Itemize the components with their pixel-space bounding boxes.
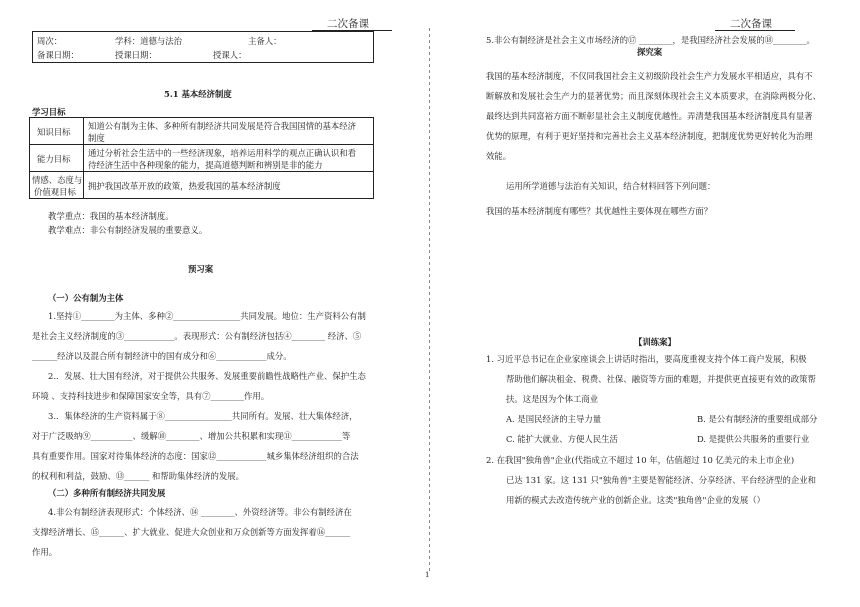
- question-5: 5.非公有制经济是社会主义市场经济的⑰ ________，是我国经济社会发展的⑱________。: [486, 35, 815, 45]
- q1-option-a: A. 是国民经济的主导力量: [506, 414, 602, 424]
- goal-label-cell: [30, 118, 84, 145]
- preview-line: 4.非公有制经济表现形式：个体经济、⑭ ________、外资经济等。非公有制经济在: [48, 507, 352, 517]
- q1-option-b: B. 是公有制经济的重要组成部分: [697, 414, 818, 424]
- second-prep-tag-right: 二次备课: [730, 18, 772, 30]
- explore-line: 优势的原理，有利于更好坚持和完善社会主义基本经济制度，把制度优势更好转化为治理: [486, 131, 813, 141]
- goal-content-cell: [84, 172, 374, 199]
- goal-content-cell: [84, 145, 374, 172]
- explore-line: 最终达到共同富裕方面不断彰显社会主义制度优越性。弄清楚我国基本经济制度具有显著: [486, 111, 813, 121]
- goal-label-attitude: 价值观目标: [34, 187, 76, 197]
- training-q1-line: 扶。这是因为个体工商业: [506, 394, 599, 404]
- q1-option-d: D. 是提供公共服务的重要行业: [697, 434, 810, 444]
- goal-label-knowledge: 知识目标: [37, 127, 71, 137]
- info-preparer: 主备人：: [248, 36, 282, 46]
- preview-line: 2.．发展、壮大国有经济，对于提供公共服务、发展重要前瞻性战略性产业、保护生态: [48, 371, 366, 381]
- preview-line: 是社会主义经济制度的③____________。表现形式：公有制经济包括④________ 经济、⑤: [32, 331, 362, 341]
- info-teach-date: 授课日期：: [115, 50, 157, 60]
- explore-instruction: 运用所学道德与法治有关知识，结合材料回答下列问题：: [506, 181, 716, 191]
- teaching-difficulty: 教学难点：非公有制经济发展的重要意义。: [48, 225, 208, 235]
- goal-knowledge-line: 制度: [88, 133, 105, 143]
- training-q1-line: 1. 习近平总书记在企业家座谈会上讲话时指出，要高度重视支持个体工商户发展，积极: [486, 354, 807, 364]
- goal-label-attitude: 情感、态度与: [32, 175, 83, 185]
- goal-ability-line: 通过分析社会生活中的一些经济现象，培养运用科学的观点正确认识和看: [88, 148, 356, 158]
- preview-line: 环境 、支持科技进步和保障国家安全等，具有⑦________作用。: [32, 391, 270, 401]
- explore-question: 我国的基本经济制度有哪些？其优越性主要体现在哪些方面？: [486, 206, 713, 216]
- explore-title: 探究案: [637, 47, 663, 57]
- preview-line: 具有重要作用。国家对待集体经济的态度：国家⑫____________城乡集体经济组织的合法: [32, 451, 359, 461]
- training-q2-line: 2. 在我国"独角兽"企业(代指成立不超过 10 年，估值超过 10 亿美元的未上市企业): [486, 455, 795, 465]
- preview-line: 支撑经济增长、⑮______、扩大就业、促进大众创业和万众创新等方面发挥着⑯______: [32, 527, 351, 537]
- preview-line: 对于广泛吸纳⑨__________、缓解⑩________、增加公共积累和实现⑪____________等: [32, 431, 351, 441]
- info-teacher: 授课人：: [213, 50, 247, 60]
- goal-content-cell: [84, 118, 374, 145]
- training-q2-line: 已达 131 家。这 131 只"独角兽"主要是智能经济、分享经济、平台经济型的企业和: [506, 475, 816, 485]
- training-title: 【训练案】: [634, 337, 676, 347]
- column-divider: [429, 28, 430, 573]
- info-prep-date: 备课日期：: [37, 50, 79, 60]
- section-heading-mixed: （二）多种所有制经济共同发展: [48, 488, 166, 498]
- goal-attitude-line: 拥护我国改革开放的政策，热爱我国的基本经济制度: [88, 181, 281, 191]
- goal-label-cell: [30, 172, 84, 199]
- preview-line: 作用。: [32, 547, 58, 557]
- explore-line: 我国的基本经济制度，不仅同我国社会主义初级阶段社会生产力发展水平相适应，具有不: [486, 71, 813, 81]
- preview-title: 预习案: [188, 264, 214, 274]
- explore-line: 断解放和发展社会生产力的显著优势；而且深刻体现社会主义本质要求，在消除两极分化、: [486, 91, 821, 101]
- teaching-key-point: 教学重点：我国的基本经济制度。: [48, 211, 174, 221]
- goals-table: [29, 117, 374, 199]
- info-subject: 学科：道德与法治: [115, 36, 182, 46]
- goal-knowledge-line: 知道公有制为主体、多种所有制经济共同发展是符合我国国情的基本经济: [88, 121, 356, 131]
- goal-label-cell: [30, 145, 84, 172]
- preview-line: ______经济以及混合所有制经济中的国有成分和⑥____________成分。: [32, 351, 292, 361]
- preview-line: 1.坚持①________为主体、多种②________________共同发展。地位：生产资料公有制: [48, 311, 366, 321]
- training-q1-line: 帮助他们解决租金、税费、社保、融资等方面的难题，并提供更直接更有效的政策帮: [506, 374, 816, 384]
- goal-label-ability: 能力目标: [37, 154, 71, 164]
- info-box: [32, 31, 374, 63]
- section-heading-public: （一）公有制为主体: [48, 293, 124, 303]
- training-q2-line: 用新的模式去改造传统产业的创新企业。这类"独角兽"企业的发展（）: [506, 495, 765, 505]
- q1-option-c: C. 能扩大就业、方便人民生活: [506, 434, 618, 444]
- page-number: 1: [425, 571, 430, 579]
- preview-line: 3.．集体经济的生产资料属于⑧________________共同所有。发展、壮大集体经济，: [48, 411, 358, 421]
- explore-line: 效能。: [486, 151, 512, 161]
- second-prep-tag-left: 二次备课: [327, 18, 369, 30]
- header-underline-right: [715, 30, 795, 31]
- goal-ability-line: 待经济生活中各种现象的能力，提高道德判断和辨别是非的能力: [88, 160, 323, 170]
- goals-heading: 学习目标: [32, 107, 66, 117]
- lesson-title: 5.1 基本经济制度: [164, 89, 232, 99]
- preview-line: 的权利和利益，鼓励、⑬______ 和帮助集体经济的发展。: [32, 471, 245, 481]
- info-week: 周次：: [37, 36, 63, 46]
